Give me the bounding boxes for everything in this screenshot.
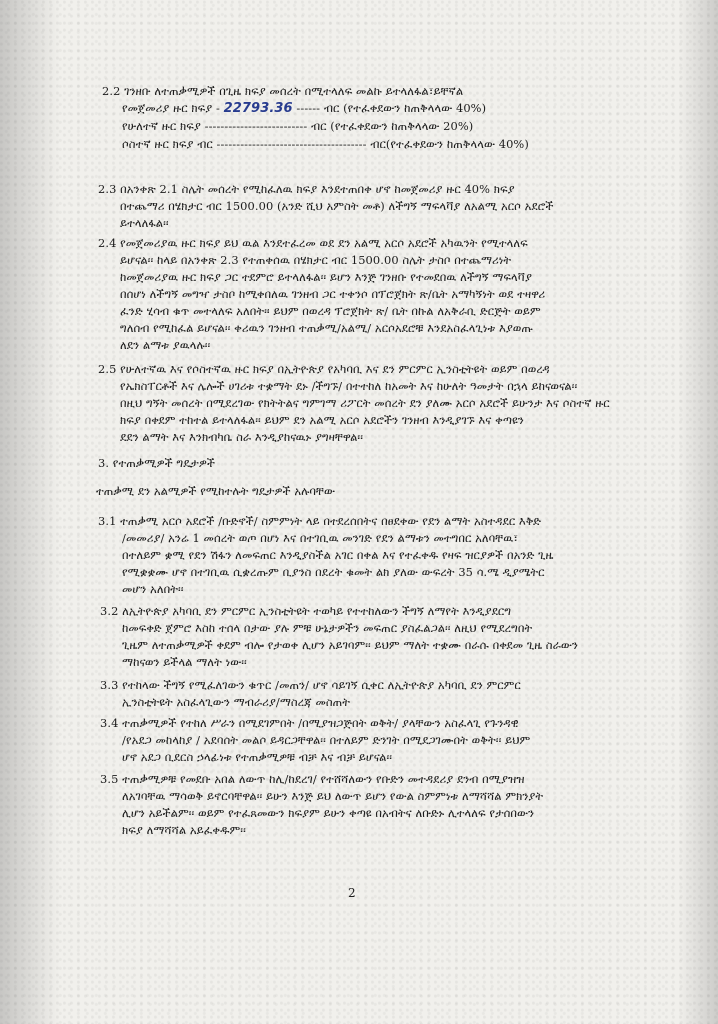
para-3-2-line-4: ማከናወን ይችላል ማለት ነው፡፡ bbox=[122, 655, 247, 669]
para-2-5-line-3: በዚህ ግኝት መሰረት በሚደረገው የክትትልና ግምገማ ሪፖርት መሰረት ደን ያለሙ አርሶ አደሮች ይሁንታ እና ሶስተኛ ዙር bbox=[120, 396, 610, 410]
para-3-5-line-1: 3.5 ተጠቃሚዎቹ የመደቡ አበል ለውጥ ከሊ/ከደረገ/ የተሸሻለውን የቡድን መተዳደሪያ ደንብ በሚያዝዝ bbox=[100, 772, 525, 786]
para-3-4-line-1: 3.4 ተጠቃሚዎች የተከለ ሥራን በሚደገምበት /በሚያዝጋጅበት ወቅት/ ያላቸውን አስፈላጊ የጉንዳዊ bbox=[100, 716, 519, 730]
para-2-5-line-4: ክፍያ በቀደም ተከተል ይተላለፋል፡፡ ይህም ደን አልሚ አርሶ አደሮችን ገንዘብ እንዲያገኙ እና ቀጣዩን bbox=[120, 413, 524, 427]
payment-row-1-suffix: ብር (የተፈቀደውን ከጠቅላላው 40%) bbox=[323, 101, 487, 115]
payment-row-1-dashes: - bbox=[215, 101, 220, 115]
para-2-4-line-6: ግለሰብ የሚከፈል ይሆናል፡፡ ቀሪዉን ገንዘብ ተጠቃሚ/አልሚ/ አርሶአደሮቹ እንደአስፈላጊነቱ እያወጡ bbox=[120, 321, 533, 335]
payment-row-1 bbox=[122, 101, 486, 116]
payment-row-3-label: ሶስተኛ ዙር ክፍያ ብር bbox=[122, 137, 213, 151]
para-3-2-line-2: ከመፍቀድ ጀምሮ እስከ ተሰላ በታው ያሉ ምቹ ሁኔታዎችን መፍጠር ያስፈልጋል፡፡ ለዚህ የሚደረግበት bbox=[122, 621, 533, 635]
para-2-4-line-1: 2.4 የመጀመሪያዉ ዙር ክፍያ ይህ ዉል እንደተፈረመ ወደ ደን አልሚ አርሶ አደሮች አካዉንት የሚተላለፍ bbox=[98, 236, 528, 250]
para-3-1-line-5: መሆን አለበት፡፡ bbox=[122, 582, 184, 596]
scan-shadow-left bbox=[0, 0, 60, 1024]
para-2-4-line-4: በሰሆነ ለችግኝ መግዣ ታስቦ ከሚቀበለዉ ገንዘብ ጋር ተቀንሶ በፕሮጀክት ጽ/ቤት አማካኝነት ወደ ተዛዋሪ bbox=[120, 287, 546, 301]
para-2-4-line-3: ከመጀመሪያዉ ዙር ክፍያ ጋር ተደምሮ ይተላለፋል፡፡ ይሆን እንጅ ገንዘቡ የተመደበዉ ለችግኝ ማፍላቫያ bbox=[120, 270, 532, 284]
para-3-2-line-1: 3.2 ለኢትዮጵያ አካባቢ ደን ምርምር ኢንስቲትዩት ተወካይ የተተከለውን ችግኝ ለማየት እንዲያደርግ bbox=[100, 604, 512, 618]
para-3-2-line-3: ጊዜም ለተጠቃሚዎች ቀደም ብሎ የታወቀ ሊሆን አይገባም፡፡ ይህም ማለት ተቋሙ በራሱ በቀደመ ጊዜ ስራውን bbox=[122, 638, 578, 652]
para-2-4-line-7: ለደን ልማቱ ያዉላሉ፡፡ bbox=[120, 338, 211, 352]
payment-row-3-suffix: ብር(የተፈቀደውን ከጠቅላላው 40%) bbox=[370, 137, 529, 151]
para-2-5-line-1: 2.5 የሁለተኛዉ እና የሶስተኛዉ ዙር ክፍያ በኢትዮጵያ የአካባቢ እና ደን ምርምር ኢንስቲትዩት ወይም በወረዳ bbox=[98, 362, 550, 376]
payment-row-2-label: የሁለተኛ ዙር ክፍያ bbox=[122, 119, 201, 133]
para-2-5-line-5: ደደን ልማት እና እንክብካቤ ስራ እንዲያከናዉኑ ያግዛቸዋል፡፡ bbox=[120, 430, 363, 444]
intro-3: ተጠቃሚ ደን አልሚዎች የሚከተሉት ግዴታዎች አሉባቸው bbox=[96, 484, 336, 498]
para-2-3-line-2: በተጨማሪ በሄክታር ብር 1500.00 (አንድ ሺህ አምስት መቶ) ለችግኝ ማፍላቫያ ለአልሚ አርሶ አደሮች bbox=[120, 199, 554, 213]
para-3-3-line-1: 3.3 የተከላው ችግኝ የሚፈለገውን ቁጥር /መጠን/ ሆኖ ሳይገኝ ሲቀር ለኢትዮጵያ አካባቢ ደን ምርምር bbox=[100, 678, 521, 692]
para-2-4-line-5: ፈንድ ሂሳብ ቁጥ መተላለፍ አለበት፡፡ ይህም በወረዳ ፕሮጀክት ጽ/ ቤት በኩል ለአቅራቢ ድርጅት ወይም bbox=[120, 304, 541, 318]
para-3-1-line-2: /መመሪያ/ አንሬ 1 መሰረት ወጦ በሆነ እና በተገቢዉ መንገድ የደን ልማቱን መተግበር አለባቸዉ፣ bbox=[122, 531, 518, 545]
para-3-5-line-2: ለአገባቸዉ ማሳወቅ ይኖርባቸዋል፡፡ ይሁን እንጅ ይህ ለውጥ ይሆን የውል ስምምነቱ ለማሻሻል ምክንያት bbox=[122, 789, 544, 803]
para-3-4-line-2: /የአደጋ መከላከያ / አደባሰት መልሶ ይዳርጋቸዋል፡፡ በተለይም ድንገት በሚደጋገሙበት ወቅት፡፡ ይህም bbox=[122, 733, 531, 747]
payment-row-1-dashes-2: ------ bbox=[296, 101, 324, 115]
para-3-1-line-4: የሚቋቋሙ ሆኖ በተገቢዉ ሲቋረጡም ቢያንስ በደረት ቁመት ልክ ያለው ውፍረት 35 ሳ.ሜ ዲያሜትር bbox=[122, 565, 545, 579]
para-2-5-line-2: የኤክስፐርቶች እና ሌሎች ሀገሪቱ ተቋማት ደኑ /ችግኙ/ በተተከለ ከአመት እና ከሁለት ዓመታት በኋላ ይከናወናል፡፡ bbox=[120, 379, 578, 393]
para-3-4-line-3: ሆኖ አደጋ ቢደርስ ኃላፊነቱ የተጠቃሚዎቹ ብቻ እና ብቻ ይሆናል፡፡ bbox=[122, 750, 393, 764]
para-3-5-line-4: ክፍያ ለማሻሻል አይፈቀዱም፡፡ bbox=[122, 823, 246, 837]
handwritten-amount: 22793.36 bbox=[223, 101, 293, 116]
para-2-3-line-3: ይተላለፋል፡፡ bbox=[120, 216, 169, 230]
payment-row-2 bbox=[122, 119, 473, 133]
payment-row-3 bbox=[122, 137, 529, 151]
page-number: 2 bbox=[348, 886, 356, 900]
heading-3: 3. የተጠቃሚዎች ግዴታዎች bbox=[98, 456, 216, 470]
para-3-3-line-2: ኢንስቲትዩት አስፈላጊውን ማብራሪያ/ማስረጃ መስጠት bbox=[122, 695, 351, 709]
payment-row-2-suffix: ብር (የተፈቀደውን ከጠቅላላው 20%) bbox=[311, 119, 474, 133]
para-3-1-line-1: 3.1 ተጠቃሚ አርሶ አደሮች /ቡድኖች/ ስምምነት ላይ በተደረሰበትና በፀደቀው የደን ልማት አስተዳደር እቅድ bbox=[98, 514, 541, 528]
para-2-4-line-2: ይሆናል፡፡ ከላይ በአንቀጽ 2.3 የተጠቀሰዉ በሄክታር ብር 1500.00 ስሌት ታስቦ በተጨማሪነት bbox=[120, 253, 512, 267]
section-2-2-intro: 2.2 ገንዘቡ ለተጠቃሚዎች በጊዜ ክፍያ መሰረት በሚተላለፍ መልኩ ይተላለፋል፣ይቸኛል bbox=[102, 84, 464, 98]
para-3-1-line-3: በተለይም ቋሚ የደን ሽፋን ለመፍጠር እንዲያስችል አገር በቀል እና የተፈቀዱ የዛፍ ዝርያዎች በአንድ ጊዜ bbox=[122, 548, 554, 562]
payment-row-1-label: የመጀመሪያ ዙር ክፍያ bbox=[122, 101, 213, 115]
payment-row-3-dashes: -------------------------------------- bbox=[216, 137, 367, 151]
para-3-5-line-3: ሊሆን አይችልም፡፡ ወይም የተፈጸመውን ክፍያም ይሁን ቀጣዩ በአብትና ለቡድኑ ሊተላለፍ የታሰበውን bbox=[122, 806, 535, 820]
para-2-3-line-1: 2.3 በአንቀጽ 2.1 ስሌት መሰረት የሚከፈለዉ ክፍያ እንደተጠበቀ ሆኖ ከመጀመሪያ ዙር 40% ክፍያ bbox=[98, 182, 515, 196]
scan-shadow-right bbox=[678, 0, 718, 1024]
payment-row-2-dashes: -------------------------- bbox=[204, 119, 308, 133]
